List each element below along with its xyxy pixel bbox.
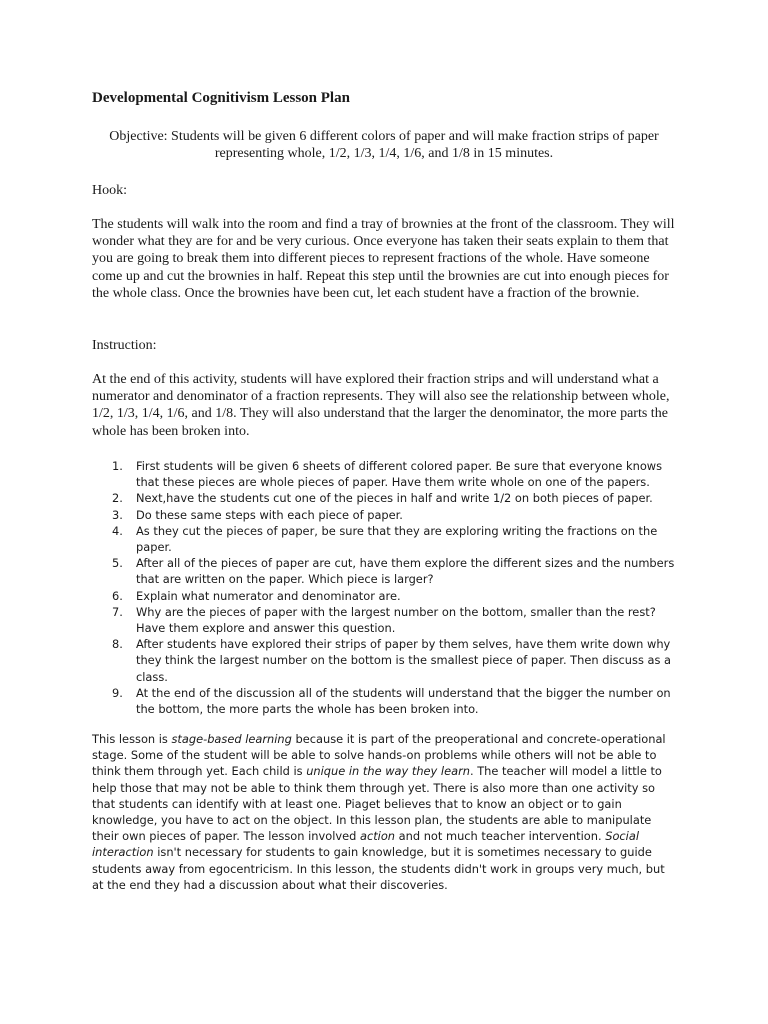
step-number: 9. xyxy=(112,685,123,700)
step-text: After all of the pieces of paper are cut, have them explore the different sizes and the numbers that are written on the paper. Which piece is larger? xyxy=(136,556,675,587)
analysis-text: This lesson is xyxy=(92,732,172,746)
analysis-text: and not much teacher intervention. xyxy=(395,829,606,844)
hook-heading: Hook: xyxy=(92,183,127,198)
step-text: Do these same steps with each piece of paper. xyxy=(136,507,403,522)
step-number: 8. xyxy=(112,637,123,652)
objective-paragraph: Objective: Students will be given 6 different colors of paper and will make fraction strips of paper representing whole, 1/2, 1/3, 1/4, 1/6, and 1/8 in 15 minutes. xyxy=(109,129,659,162)
list-item xyxy=(92,685,678,717)
list-item xyxy=(92,523,678,555)
hook-paragraph: The students will walk into the room and find a tray of brownies at the front of the classroom. They will wonder what they are for and be very curious. Once everyone has taken their seats explain to them that you are going to break them into different pieces to represent fractions of the whole. Have someone come up and cut the brownies in half. Repeat this step until the brownies are cut into enough pieces for the whole class. Once the brownies have been cut, let each student have a fraction of the brownie. xyxy=(92,217,675,301)
analysis-text: . The teacher will model a little to help those that may not be able to think them through yet. There is also more than one activity so that students can identify with at least one. Piaget believes that to know an object or to gain knowledge, you have to act on the object. In this lesson plan, the students are able to manipulate their own pieces of paper. The lesson involved xyxy=(92,764,662,844)
instruction-heading: Instruction: xyxy=(92,338,157,353)
step-text: At the end of the discussion all of the students will understand that the bigger the number on the bottom, the more parts the whole has been broken into. xyxy=(136,685,671,717)
steps-list xyxy=(92,458,678,717)
list-item xyxy=(92,458,678,490)
analysis-text: because it is part of the preoperational and concrete-operational stage. Some of the student will be able to solve hands-on problems while others will not be able to think them through yet. Each child is xyxy=(92,732,666,779)
step-number: 3. xyxy=(112,507,123,522)
step-number: 2. xyxy=(112,491,123,506)
list-item xyxy=(92,636,678,685)
analysis-text: isn't necessary for students to gain knowledge, but it is sometimes necessary to guide students away from egocentricism. In this lesson, the students didn't work in groups very much, but at the end they had a discussion about what their discoveries. xyxy=(92,845,665,892)
step-text: First students will be given 6 sheets of different colored paper. Be sure that everyone knows that these pieces are whole pieces of paper. Have them write whole on one of the papers. xyxy=(136,459,663,490)
step-text: Why are the pieces of paper with the largest number on the bottom, smaller than the rest? Have them explore and answer this question. xyxy=(136,604,656,636)
step-text: Next,have the students cut one of the pieces in half and write 1/2 on both pieces of paper. xyxy=(136,491,653,506)
list-item xyxy=(92,555,678,587)
step-number: 1. xyxy=(112,459,123,473)
analysis-emphasis: stage-based learning xyxy=(171,732,292,746)
step-text: As they cut the pieces of paper, be sure that they are exploring writing the fractions on the paper. xyxy=(136,523,658,555)
step-text: After students have explored their strips of paper by them selves, have them write down why they think the largest number on the bottom is the smallest piece of paper. Then discuss as a class. xyxy=(136,637,672,684)
step-number: 5. xyxy=(112,556,123,571)
step-number: 7. xyxy=(112,604,123,619)
analysis-emphasis: Social interaction xyxy=(92,829,639,860)
analysis-emphasis: action xyxy=(359,829,396,844)
list-item xyxy=(92,604,678,636)
step-text: Explain what numerator and denominator are. xyxy=(136,588,401,603)
list-item xyxy=(92,588,678,604)
document-title: Developmental Cognitivism Lesson Plan xyxy=(92,90,350,106)
step-number: 6. xyxy=(112,588,123,603)
analysis-paragraph xyxy=(92,731,678,893)
list-item xyxy=(92,507,678,523)
list-item xyxy=(92,490,678,506)
analysis-emphasis: unique in the way they learn xyxy=(306,764,470,779)
instruction-paragraph: At the end of this activity, students will have explored their fraction strips and will understand what a numerator and denominator of a fraction represents. They will also see the relationship between whole, 1/2, 1/3, 1/4, 1/6, and 1/8. They will also understand that the larger the denominator, the more parts the whole has been broken into. xyxy=(92,372,670,439)
step-number: 4. xyxy=(112,523,123,538)
